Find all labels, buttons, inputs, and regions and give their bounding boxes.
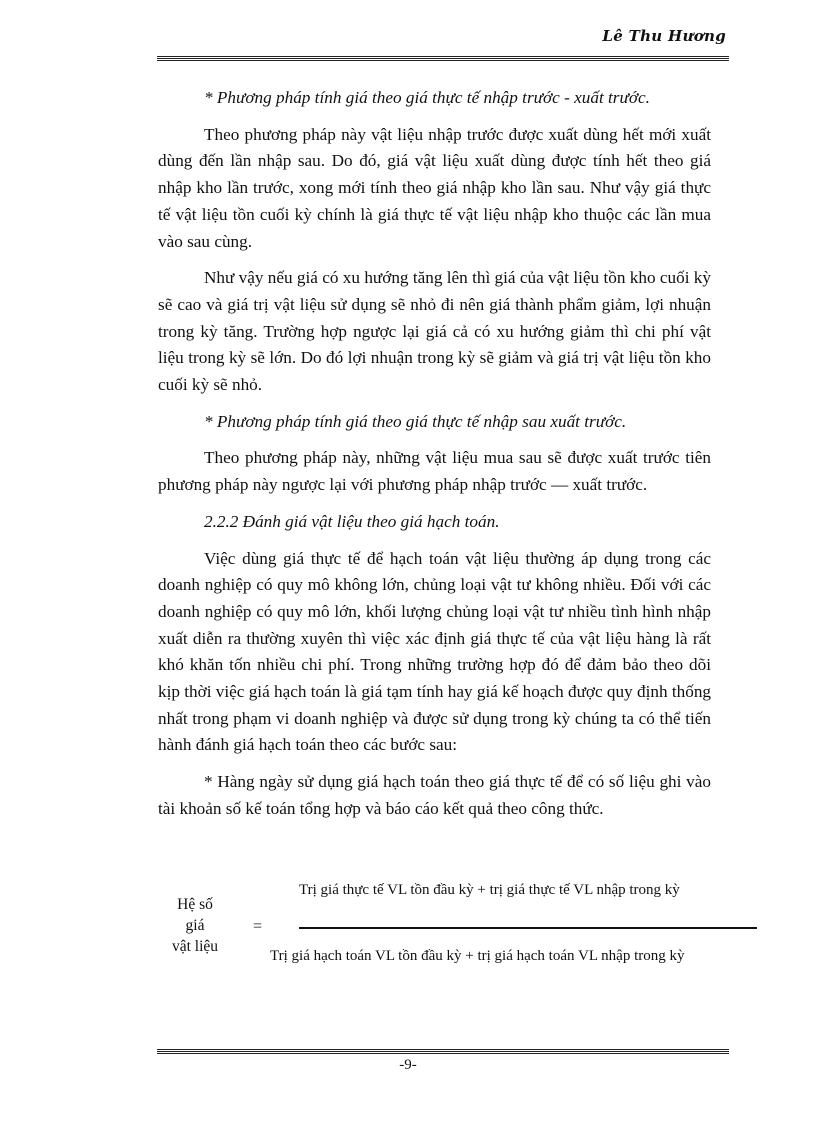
formula-lhs-line-3: vật liệu [171, 938, 219, 955]
formula-numerator: Trị giá thực tế VL tồn đầu kỳ + trị giá thực tế VL nhập trong kỳ [299, 882, 680, 898]
coefficient-formula [158, 878, 758, 988]
section-heading-2-2-2: 2.2.2 Đánh giá vật liệu theo giá hạch toán. [204, 511, 500, 531]
body-text [158, 85, 711, 831]
paragraph-accounting-price: Việc dùng giá thực tế để hạch toán vật liệu thường áp dụng trong các doanh nghiệp có quy mô không lớn, chủng loại vật tư không nhiều. Đối với các doanh nghiệp có quy mô lớn, khối lượng chủng loại vật tư nhiều tình hình nhập xuất diễn ra thường xuyên thì việc xác định giá thực tế của vật liệu hàng là rất khó khăn tốn nhiều chi phí. Trong những trường hợp đó để đảm bảo theo dõi kịp thời việc giá hạch toán là giá tạm tính hay giá kế hoạch được quy định thống nhất trong phạm vi doanh nghiệp và được sử dụng trong kỳ chúng ta có thể tiến hành đánh giá hạch toán theo các bước sau: [158, 548, 712, 755]
section-heading-fifo: * Phương pháp tính giá theo giá thực tế nhập trước - xuất trước. [204, 88, 650, 107]
header-rule [157, 56, 729, 62]
formula-lhs-line-1: Hệ số [177, 896, 213, 913]
paragraph-lifo-description: Theo phương pháp này, những vật liệu mua sau sẽ được xuất trước tiên phương pháp này ngược lại với phương pháp nhập trước — xuất trước. [158, 448, 711, 495]
author-header: Lê Thu Hương [602, 27, 726, 45]
paragraph-daily-usage: * Hàng ngày sử dụng giá hạch toán theo giá thực tế để có số liệu ghi vào tài khoản số kế toán tổng hợp và báo cáo kết quả theo công thức. [158, 772, 711, 818]
formula-lhs-line-2: giá [185, 917, 205, 934]
section-heading-lifo: * Phương pháp tính giá theo giá thực tế nhập sau xuất trước. [204, 411, 627, 431]
formula-lhs [158, 894, 232, 957]
paragraph-fifo-effect: Như vậy nếu giá có xu hướng tăng lên thì giá của vật liệu tồn kho cuối kỳ sẽ cao và giá trị vật liệu sử dụng sẽ nhỏ đi nên giá thành phẩm giảm, lợi nhuận trong kỳ tăng. Trường hợp ngược lại giá cả có xu hướng giảm thì chi phí vật liệu trong kỳ sẽ lớn. Do đó lợi nhuận trong kỳ sẽ giảm và giá trị vật liệu tồn kho cuối kỳ sẽ nhỏ. [158, 268, 711, 395]
formula-denominator: Trị giá hạch toán VL tồn đầu kỳ + trị giá hạch toán VL nhập trong kỳ [270, 948, 685, 964]
formula-fraction-bar [299, 927, 757, 929]
paragraph-fifo-description: Theo phương pháp này vật liệu nhập trước được xuất dùng hết mới xuất dùng đến lần nhập sau. Do đó, giá vật liệu xuất dùng được tính hết theo giá nhập kho lần trước, xong mới tính theo giá nhập kho lần sau. Như vậy giá thực tế vật liệu tồn cuối kỳ chính là giá thực tế vật liệu nhập kho thuộc các lần mua vào sau cùng. [158, 124, 711, 251]
formula-equals: = [253, 918, 263, 935]
footer-rule [157, 1049, 729, 1055]
page-number: -9- [399, 1057, 417, 1073]
